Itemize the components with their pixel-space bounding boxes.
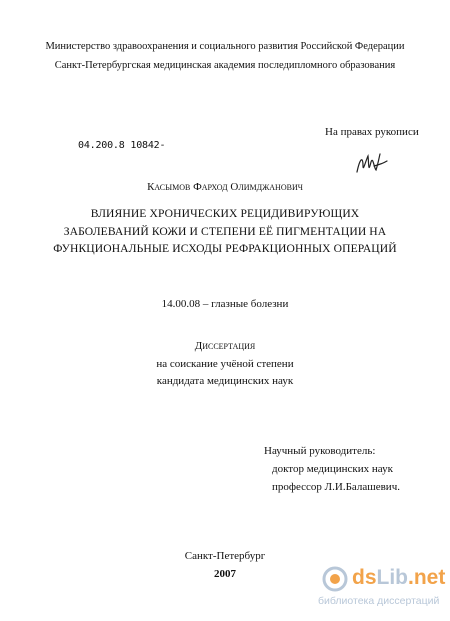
- watermark-logo-part1: ds: [352, 566, 377, 589]
- watermark-subtitle: библиотека диссертаций: [318, 595, 440, 607]
- registration-number-text: 04.200.8 10842: [78, 140, 160, 151]
- watermark: [318, 566, 448, 616]
- registration-mark: -: [159, 140, 166, 151]
- watermark-logo-part3: .net: [408, 566, 446, 589]
- specialty: 14.00.08 – глазные болезни: [161, 298, 289, 310]
- handwritten-signature-icon: [354, 152, 388, 178]
- city: Санкт-Петербург: [184, 550, 266, 562]
- title-line-2: ЗАБОЛЕВАНИЙ КОЖИ И СТЕПЕНИ ЕЁ ПИГМЕНТАЦИИ НА: [63, 225, 387, 238]
- dissertation-label: Диссертация: [194, 340, 256, 352]
- author-name: Касымов Фарход Олимджанович: [147, 181, 303, 193]
- registration-number: [78, 140, 165, 151]
- watermark-logo: [352, 566, 445, 590]
- dissertation-degree: кандидата медицинских наук: [156, 375, 294, 387]
- supervisor-degree: доктор медицинских наук: [272, 463, 393, 475]
- academy-name: Санкт-Петербургская медицинская академия последипломного образования: [54, 60, 396, 71]
- dslib-logo-icon: [322, 566, 348, 592]
- dissertation-purpose: на соискание учёной степени: [156, 358, 294, 370]
- ministry-name: Министерство здравоохранения и социального развития Российской Федерации: [45, 41, 405, 52]
- year: 2007: [214, 568, 236, 580]
- supervisor-heading: Научный руководитель:: [264, 445, 376, 457]
- watermark-logo-part2: Lib: [376, 566, 409, 589]
- title-line-3: ФУНКЦИОНАЛЬНЫЕ ИСХОДЫ РЕФРАКЦИОННЫХ ОПЕРАЦИЙ: [53, 242, 397, 255]
- manuscript-note: На правах рукописи: [325, 126, 419, 138]
- title-line-1: ВЛИЯНИЕ ХРОНИЧЕСКИХ РЕЦИДИВИРУЮЩИХ: [90, 207, 360, 220]
- supervisor-name: профессор Л.И.Балашевич.: [272, 481, 400, 493]
